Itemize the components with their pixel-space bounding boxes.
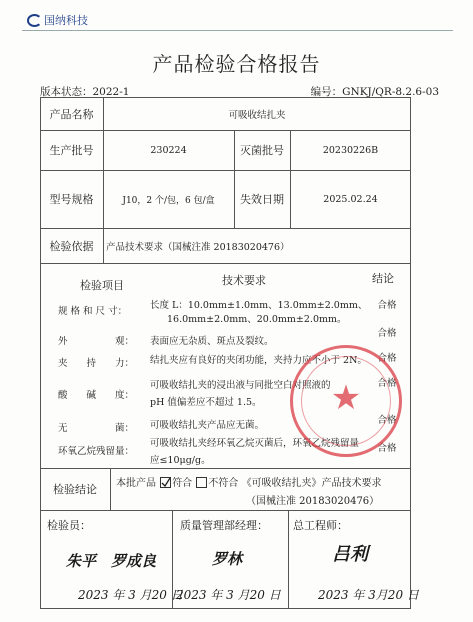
company-logo: 国纳科技 [27, 12, 88, 28]
item-requirement: 应≤10μg/g。 [150, 455, 211, 466]
item-requirement: 可吸收结扎夹产品应无菌。 [150, 420, 265, 431]
item-result: 合格 [377, 353, 397, 364]
basis-value: 产品技术要求（国械注准 20183020476） [106, 241, 290, 253]
header-rule [22, 30, 453, 31]
inspector-label: 检验员： [47, 519, 91, 532]
item-name: 无 菌： [58, 423, 135, 434]
quality-manager-label: 质量管理部经理： [180, 519, 268, 532]
conclusion-registration: （国械注准 20183020476） [246, 496, 380, 507]
version-status: 版本状态：2022-1 [40, 86, 130, 98]
item-requirement: 16.0mm±2.0mm、20.0mm±2.0mm。 [167, 314, 347, 325]
pass-checkbox[interactable] [160, 477, 171, 488]
model-value: J10，2 个/包，6 包/盒 [122, 195, 215, 206]
quality-manager-signature: 罗林 [212, 550, 243, 568]
seal-star-icon: ★ [330, 378, 362, 418]
basis-label: 检验依据 [49, 239, 94, 253]
item-result: 合格 [377, 415, 397, 426]
item-requirement: 可吸收结扎夹的浸出液与同批空白对照液的 [150, 380, 331, 391]
sterilization-label: 灭菌批号 [240, 144, 284, 157]
chief-engineer-date: 2023 年 3月20 日 [318, 588, 419, 602]
item-name: 环氧乙烷残留量： [58, 446, 135, 457]
chief-engineer-signature: 吕利 [332, 544, 368, 565]
item-requirement: 长度 L：10.0mm±1.0mm、13.0mm±2.0mm、 [150, 300, 368, 311]
product-name-label: 产品名称 [49, 107, 94, 121]
conclusion-text: 本批产品 符合 不符合 《可吸收结扎夹》产品技术要求 [116, 478, 382, 489]
item-name: 规 格 和 尺 寸： [58, 306, 128, 317]
sterilization-value: 20230226B [322, 144, 379, 156]
item-name: 外 观： [58, 336, 135, 347]
expiry-label: 失效日期 [240, 193, 284, 206]
item-result: 合格 [377, 328, 397, 339]
inspector-signature: 朱平 罗成良 [66, 552, 157, 570]
document-number: 编号：GNKJ/QR-8.2.6-03 [310, 86, 439, 98]
item-requirement: pH 值偏差应不超过 1.5。 [150, 397, 262, 408]
fail-checkbox[interactable] [196, 477, 207, 488]
inspection-item-header: 检验项目 [80, 279, 124, 292]
batch-value: 230224 [150, 144, 187, 156]
item-requirement: 可吸收结扎夹经环氧乙烷灭菌后，环氧乙烷残留量 [150, 438, 360, 449]
batch-label: 生产批号 [49, 144, 94, 157]
product-name-value: 可吸收结扎夹 [228, 109, 286, 121]
company-seal [290, 345, 402, 457]
chief-engineer-label: 总工程师： [293, 519, 348, 532]
inspection-requirement-header: 技术要求 [222, 274, 266, 287]
item-name: 夹 持 力： [58, 358, 135, 369]
item-result: 合格 [377, 300, 397, 311]
conclusion-label: 检验结论 [53, 483, 97, 496]
inspector-date: 2023 年 3 月20 日 [78, 588, 183, 602]
inspection-result-header: 结论 [372, 272, 394, 285]
model-label: 型号规格 [49, 193, 94, 206]
page-title: 产品检验合格报告 [152, 52, 321, 76]
item-result: 合格 [377, 378, 397, 389]
quality-manager-date: 2023 年 3 月20 日 [176, 588, 281, 602]
logo-icon [27, 14, 42, 27]
item-requirement: 表面应无杂质、斑点及裂纹。 [150, 336, 274, 347]
item-requirement: 结扎夹应有良好的夹闭功能，夹持力应不小于 2N。 [150, 355, 367, 366]
expiry-value: 2025.02.24 [323, 193, 378, 205]
item-result: 合格 [377, 443, 397, 454]
item-name: 酸 碱 度： [58, 390, 135, 401]
